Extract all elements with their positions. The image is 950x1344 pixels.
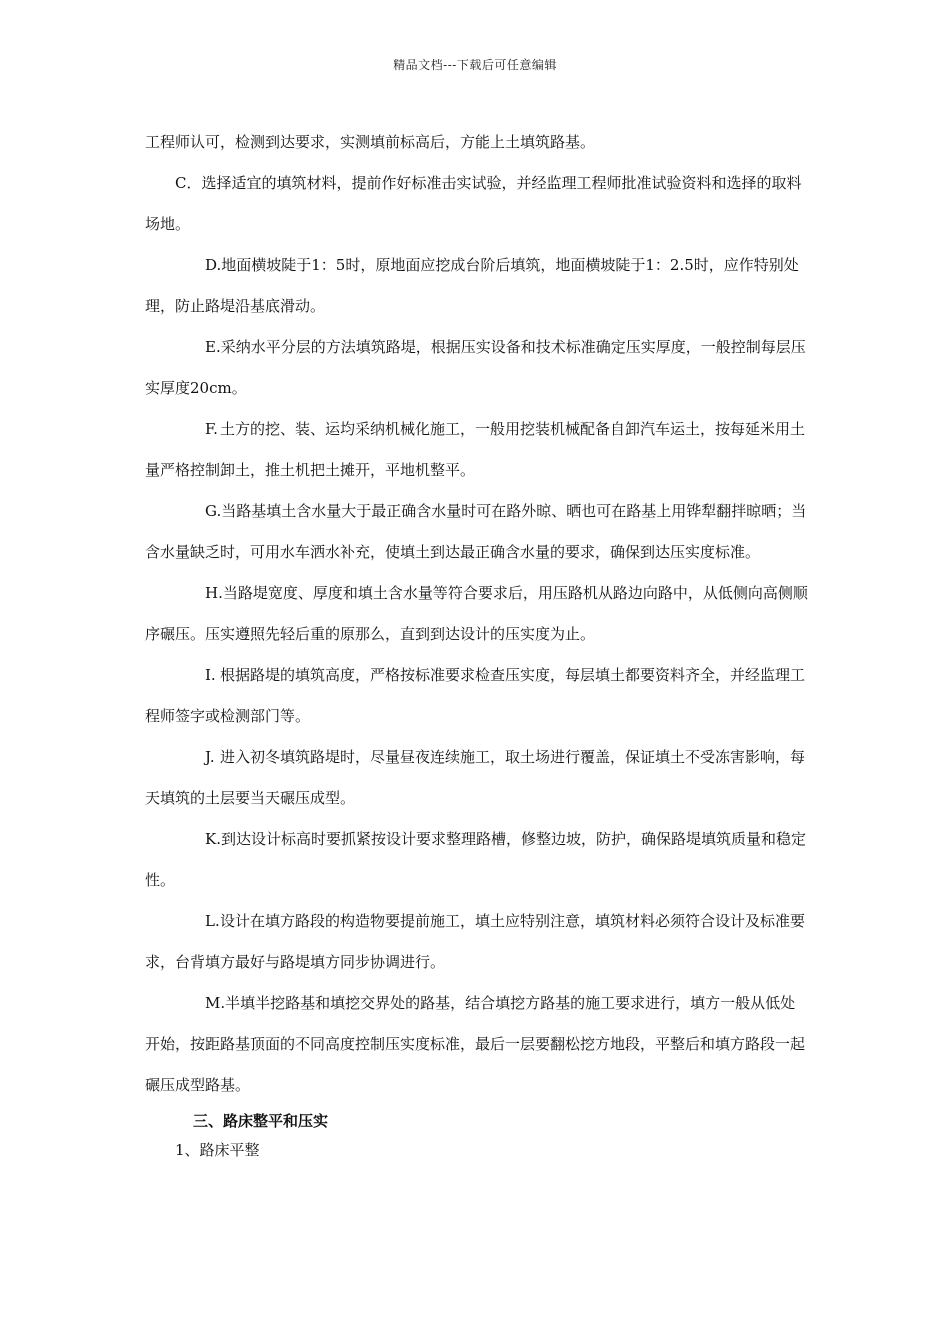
paragraph-mark: M. (205, 994, 226, 1012)
paragraph-k (145, 819, 810, 901)
paragraph-mark: E. (205, 338, 221, 356)
paragraph-mark: F. (205, 420, 218, 438)
document-body (145, 122, 810, 1164)
paragraph-mark: L. (205, 912, 220, 930)
paragraph-m (145, 983, 810, 1106)
paragraph-j (145, 737, 810, 819)
paragraph-i (145, 655, 810, 737)
paragraph-mark: C． (175, 174, 202, 192)
paragraph-d (145, 245, 810, 327)
paragraph-e (145, 327, 810, 409)
paragraph-mark: I. (205, 666, 216, 684)
paragraph-text: 工程师认可，检测到达要求，实测填前标高后，方能上土填筑路基。 (145, 133, 596, 151)
paragraph-mark: H. (205, 584, 223, 602)
paragraph-text: 半填半挖路基和填挖交界处的路基，结合填挖方路基的施工要求进行，填方一般从低处开始，按距路基顶面的不同高度控制压实度标准，最后一层要翻松挖方地段，平整后和填方路段一起碾压成型路基。 (145, 994, 806, 1094)
paragraph-text: 当路基填土含水量大于最正确含水量时可在路外晾、晒也可在路基上用铧犁翻拌晾晒；当含水量缺乏时，可用水车洒水补充，使填土到达最正确含水量的要求，确保到达压实度标准。 (145, 502, 807, 561)
paragraph-text: 地面横坡陡于1：5时，原地面应挖成台阶后填筑，地面横坡陡于1：2.5时，应作特别处理，防止路堤沿基底滑动。 (145, 256, 799, 315)
paragraph-mark: G. (205, 502, 222, 520)
paragraph-c (145, 163, 810, 245)
paragraph-continued (145, 122, 810, 163)
paragraph-text: 选择适宜的填筑材料，提前作好标准击实试验，并经监理工程师批准试验资料和选择的取料场地。 (145, 174, 802, 233)
paragraph-g (145, 491, 810, 573)
paragraph-text: 进入初冬填筑路堤时，尽量昼夜连续施工，取土场进行覆盖，保证填土不受冻害影响，每天填筑的土层要当天碾压成型。 (145, 748, 806, 807)
paragraph-text: 采纳水平分层的方法填筑路堤，根据压实设备和技术标准确定压实厚度，一般控制每层压实厚度20cm。 (145, 338, 806, 397)
paragraph-mark: D. (205, 256, 222, 274)
paragraph-text: 到达设计标高时要抓紧按设计要求整理路槽，修整边坡，防护，确保路堤填筑质量和稳定性。 (145, 830, 806, 889)
page-header: 精品文档---下载后可任意编辑 (393, 58, 557, 72)
section-heading: 三、路床整平和压实 (193, 1112, 329, 1130)
subsection-heading: 1、路床平整 (175, 1141, 260, 1159)
paragraph-text: 当路堤宽度、厚度和填土含水量等符合要求后，用压路机从路边向路中，从低侧向高侧顺序碾压。压实遵照先轻后重的原那么，直到到达设计的压实度为止。 (145, 584, 808, 643)
paragraph-text: 根据路堤的填筑高度，严格按标准要求检查压实度，每层填土都要资料齐全，并经监理工程师签字或检测部门等。 (145, 666, 806, 725)
paragraph-mark: J. (205, 748, 215, 766)
paragraph-text: 设计在填方路段的构造物要提前施工，填土应特别注意，填筑材料必须符合设计及标准要求，台背填方最好与路堤填方同步协调进行。 (145, 912, 806, 971)
paragraph-h (145, 573, 810, 655)
paragraph-f (145, 409, 810, 491)
paragraph-mark: K. (205, 830, 221, 848)
paragraph-l (145, 901, 810, 983)
paragraph-text: 土方的挖、装、运均采纳机械化施工，一般用挖装机械配备自卸汽车运土，按每延米用土量严格控制卸土，推土机把土摊开，平地机整平。 (145, 420, 806, 479)
